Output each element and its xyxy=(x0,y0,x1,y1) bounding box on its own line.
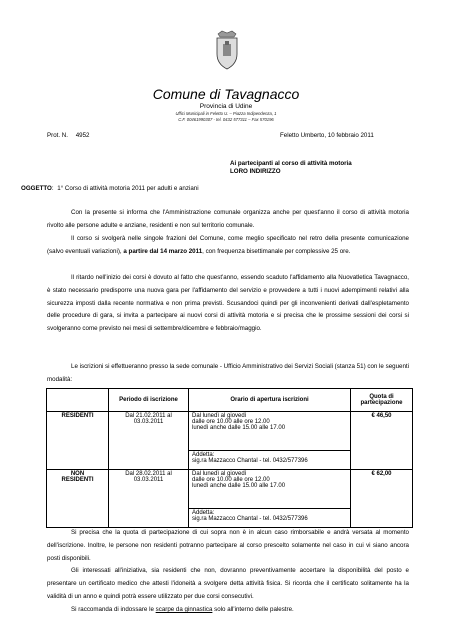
period-line: Dal 21.02.2011 al xyxy=(125,413,172,419)
table-row xyxy=(47,412,413,451)
row-label xyxy=(47,470,109,528)
paragraph-intro xyxy=(47,207,409,233)
hours-line: lunedì anche dalle 15.00 alle 17.00 xyxy=(192,483,286,489)
period-line: Dal 28.02.2011 al xyxy=(125,471,172,477)
subject-line: OGGETTO: 1° Corso di attività motoria 2011 per adulti e anziani xyxy=(21,185,199,192)
contact-cell xyxy=(189,451,351,470)
paragraph-text: Si raccomanda di indossare le xyxy=(71,606,154,613)
paragraph-text: solo all'interno delle palestre. xyxy=(214,606,294,613)
row-label-line: NON xyxy=(70,471,85,477)
hours-line: dalle ore 10.00 alle ore 12.00 xyxy=(192,419,270,425)
hours-cell xyxy=(189,470,351,509)
table-header-row xyxy=(47,389,413,412)
hours-cell xyxy=(189,412,351,451)
date-line: Feletto Umberto, 10 febbraio 2011 xyxy=(280,132,374,139)
recipient-line: Ai partecipanti al corso di attività motoria xyxy=(230,160,352,167)
province-name: Provincia di Udine xyxy=(199,103,253,110)
contact-line: C.F. 00461990307 - tel. 0432 577311 – Fax 570196 xyxy=(178,116,274,122)
subject-text: 1° Corso di attività motoria 2011 per adulti e anziani xyxy=(57,185,199,192)
period-cell xyxy=(109,412,189,470)
table-header: Periodo di iscrizione xyxy=(109,389,189,412)
registration-table xyxy=(46,388,413,528)
period-line: 03.03.2011 xyxy=(133,419,164,425)
protocol-value: 4952 xyxy=(75,132,90,139)
paragraph-text: Le iscrizioni si effettueranno presso la sede comunale - Ufficio Amministrativo dei Servizi Sociali (stanza 51) con le seguenti modalità: xyxy=(47,363,409,383)
paragraph-text: Si precisa che la quota di partecipazione di cui sopra non è in alcun caso rimborsabile e andrà versata al momento dell'iscrizione. Inoltre, le persone non residenti potranno partecipare al corso prescelto solamente nel caso in cui vi siano ancora posti disponibili. xyxy=(47,529,409,562)
row-label: RESIDENTI xyxy=(47,412,109,470)
paragraph-shoes xyxy=(47,604,409,617)
underlined-text: scarpe da ginnastica xyxy=(155,606,213,613)
hours-line: Dal lunedì al giovedì xyxy=(192,413,247,419)
table-header xyxy=(47,389,109,412)
start-date: a partire dal 14 marzo 2011 xyxy=(123,247,203,255)
protocol-number xyxy=(47,132,89,139)
contact-line: Addetta: xyxy=(192,510,215,516)
municipality-name: Comune di Tavagnacco xyxy=(152,86,300,102)
hours-line: lunedì anche dalle 15.00 alle 17.00 xyxy=(192,425,286,431)
paragraph-text: Gli interessati all'iniziativa, sia residenti che non, dovranno preventivamente accertare la disponibilità del posto e presentare un certificato medico che attesti l'idoneità a svolgere detta attività fisica. Si ricorda che il certificato solitamente ha la validità di un anno e quindi potrà essere utilizzato per due corsi consecutivi. xyxy=(47,567,409,600)
paragraph-delay xyxy=(47,272,409,336)
contact-line: sig.ra Mazzacco Chantal - tel. 0432/577396 xyxy=(192,458,308,464)
contact-line: sig.ra Mazzacco Chantal - tel. 0432/577396 xyxy=(192,516,308,522)
paragraph-medical xyxy=(47,565,409,603)
paragraph-text: , con frequenza bisettimanale per complessive 25 ore. xyxy=(202,247,351,255)
paragraph-text: Con la presente si informa che l'Amministrazione comunale organizza anche per quest'anno il corso di attività motoria rivolto alle persone adulte e anziane, residenti e non sul territorio comunale. xyxy=(47,209,409,229)
office-address xyxy=(0,111,452,122)
period-cell xyxy=(109,470,189,528)
contact-cell xyxy=(189,509,351,528)
table-header: Orario di apertura iscrizioni xyxy=(189,389,351,412)
period-line: 03.03.2011 xyxy=(133,477,164,483)
protocol-label: Prot. N. xyxy=(47,132,68,139)
fee-cell: € 46,50 xyxy=(351,412,413,470)
row-label-line: RESIDENTI xyxy=(61,477,94,483)
coat-of-arms-icon xyxy=(214,30,240,70)
recipient-line: LORO INDIRIZZO xyxy=(230,168,281,175)
paragraph-registration xyxy=(47,361,409,387)
paragraph-schedule xyxy=(47,233,409,259)
paragraph-text: Il corso si svolgerà nelle singole frazioni del Comune, come meglio specificato nel retro della presente comunicazione (salvo eventuali variazioni), xyxy=(47,235,409,255)
paragraph-fee-note xyxy=(47,527,409,565)
hours-line: dalle ore 10.00 alle ore 12.00 xyxy=(192,477,270,483)
fee-cell: € 62,00 xyxy=(351,470,413,528)
contact-line: Addetta: xyxy=(192,452,215,458)
hours-line: Dal lunedì al giovedì xyxy=(192,471,247,477)
address-line: Uffici Municipali in Feletto U. – Piazza Indipendenza, 1 xyxy=(175,111,277,116)
paragraph-text: Il ritardo nell'inizio dei corsi è dovuto al fatto che quest'anno, essendo scaduto l'affidamento alla Nuovatletica Tavagnacco, è stato necessario predisporre una nuova gara per l'affidamento del servizio e provvedere a tutti i nuovi adempimenti relativi alla sicurezza imposti dalla recente normativa e non prima previsti. Scusandoci quindi per gli inconvenienti derivati dall'espletamento delle procedure di gara, si invita a partecipare ai nuovi corsi di attività motoria e si precisa che le prossime sessioni dei corsi si svolgeranno come previsto nei mesi di settembre/dicembre e febbraio/maggio. xyxy=(47,274,409,333)
subject-label: OGGETTO xyxy=(21,185,52,192)
recipients-block xyxy=(230,160,352,176)
table-header: Quota di partecipazione xyxy=(351,389,413,412)
table-row xyxy=(47,470,413,509)
